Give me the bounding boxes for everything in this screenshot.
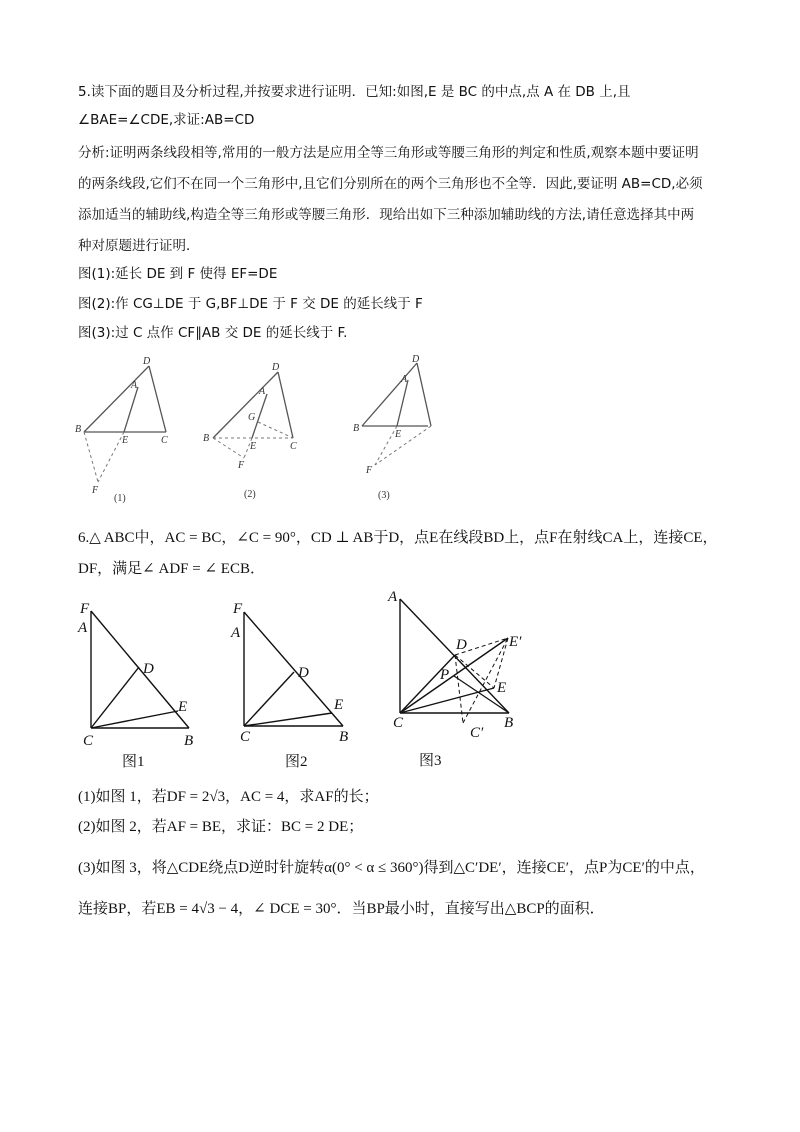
label-D: D (143, 661, 154, 677)
label-C: C (83, 733, 94, 749)
label-E: E (250, 441, 257, 452)
label-F: F (92, 485, 99, 496)
label-D: D (456, 637, 467, 653)
label-D: D (298, 665, 309, 681)
p5-method-1: 图(1):延长 DE 到 F 使得 EF=DE (78, 266, 278, 282)
label-B: B (353, 423, 360, 434)
caption-fig1: 图1 (122, 754, 145, 770)
label-A: A (78, 620, 88, 636)
label-F: F (80, 601, 90, 617)
p5-line-4: 的两条线段,它们不在同一个三角形中,且它们分别所在的两个三角形也不全等．因此,要证明 AB=CD,必须 (78, 176, 703, 192)
p6-figure-1 (70, 595, 210, 775)
p6-question-1: (1)如图 1，若DF = 2√3，AC = 4，求AF的长； (78, 789, 379, 805)
label-F: F (238, 460, 245, 471)
label-E: E (122, 435, 129, 446)
p6-figure-2 (225, 595, 365, 775)
caption-1: (1) (114, 493, 126, 504)
label-F: F (233, 601, 243, 617)
label-E: E (497, 680, 507, 696)
p5-line-6: 种对原题进行证明． (78, 238, 200, 254)
caption-2: (2) (244, 489, 256, 500)
label-D: D (272, 362, 280, 373)
p5-line-2: ∠BAE=∠CDE,求证:AB=CD (78, 112, 255, 128)
caption-fig3: 图3 (419, 753, 442, 769)
label-B: B (504, 715, 514, 731)
p5-figure-1 (70, 350, 190, 510)
p5-method-2: 图(2):作 CG⊥DE 于 G,BF⊥DE 于 F 交 DE 的延长线于 F (78, 296, 423, 312)
label-D: D (412, 354, 420, 365)
p5-line-1: 5.读下面的题目及分析过程,并按要求进行证明．已知:如图,E 是 BC 的中点,点 A 在 DB 上,且 (78, 84, 631, 100)
label-B: B (339, 729, 349, 745)
p6-intro-1: 6.△ ABC中，AC = BC，∠C = 90°，CD ⊥ AB于D，点E在线段BD上，点F在射线CA上，连接CE， (78, 530, 718, 546)
label-A: A (388, 589, 398, 605)
caption-fig2: 图2 (285, 754, 308, 770)
p5-line-5: 添加适当的辅助线,构造全等三角形或等腰三角形．现给出如下三种添加辅助线的方法,请任意选择其中两 (78, 207, 695, 223)
label-B: B (203, 433, 210, 444)
label-B: B (184, 733, 194, 749)
label-C: C (393, 715, 404, 731)
p6-figure-3 (380, 585, 550, 775)
label-G: G (248, 412, 256, 423)
label-A: A (259, 386, 266, 397)
label-A: A (231, 625, 241, 641)
caption-3: (3) (378, 490, 390, 501)
p5-line-3: 分析:证明两条线段相等,常用的一般方法是应用全等三角形或等腰三角形的判定和性质,观察本题中要证明 (78, 145, 699, 161)
label-C: C (290, 441, 297, 452)
label-C: C (161, 435, 168, 446)
p6-question-3a: (3)如图 3，将△CDE绕点D逆时针旋转α(0° < α ≤ 360°)得到△C′DE′，连接CE′，点P为CE′的中点， (78, 860, 705, 876)
p6-intro-2: DF，满足∠ ADF = ∠ ECB． (78, 561, 265, 577)
label-C: C (240, 729, 251, 745)
label-D: D (143, 356, 151, 367)
label-E: E (334, 697, 344, 713)
label-F: F (366, 465, 373, 476)
label-A: A (131, 380, 138, 391)
label-B: B (75, 424, 82, 435)
p5-method-3: 图(3):过 C 点作 CF∥AB 交 DE 的延长线于 F. (78, 325, 348, 341)
label-P: P (440, 667, 450, 683)
label-C-prime: C′ (470, 725, 484, 741)
p6-question-2: (2)如图 2，若AF = BE，求证：BC = 2 DE； (78, 819, 364, 835)
p6-question-3b: 连接BP，若EB = 4√3 − 4，∠ DCE = 30°．当BP最小时，直接写出△BCP的面积． (78, 901, 605, 917)
label-A: A (401, 374, 408, 385)
p5-figure-2 (200, 350, 320, 510)
label-E-prime: E′ (509, 634, 522, 650)
label-E: E (395, 429, 402, 440)
p5-figure-3 (348, 350, 458, 510)
label-E: E (178, 699, 188, 715)
